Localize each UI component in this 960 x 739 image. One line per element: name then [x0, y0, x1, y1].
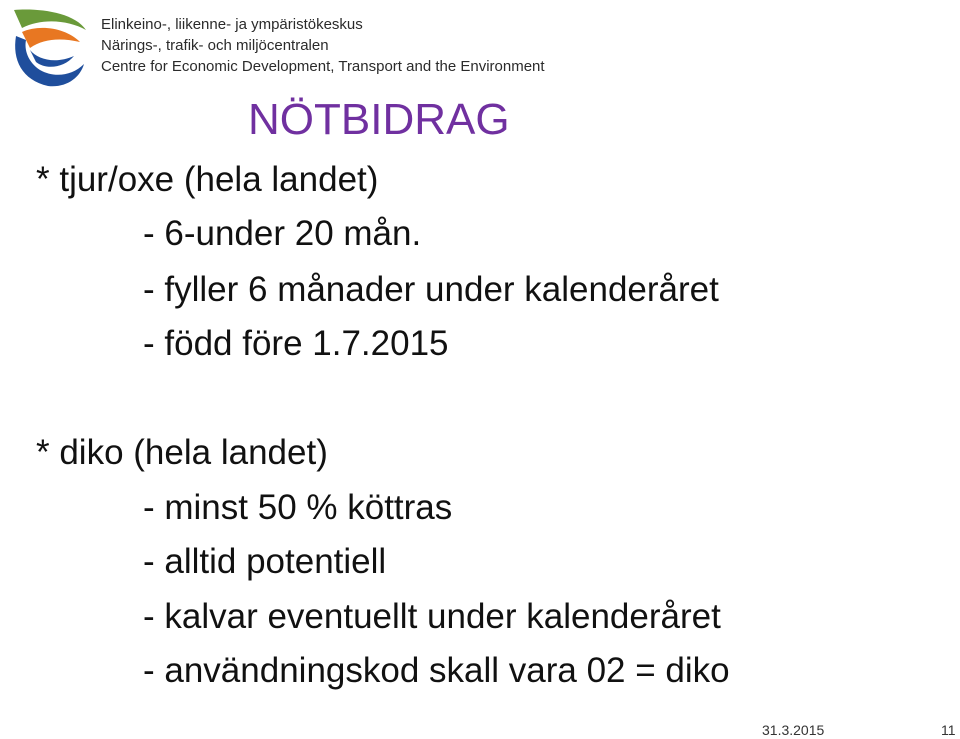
ely-centre-logo-icon: [8, 6, 90, 88]
organization-name: [101, 14, 545, 77]
slide-title: NÖTBIDRAG: [248, 95, 510, 144]
cow-item: - minst 50 % köttras: [143, 488, 453, 527]
bull-item: - 6-under 20 mån.: [143, 214, 422, 253]
org-name-finnish: Elinkeino-, liikenne- ja ympäristökeskus: [101, 16, 363, 33]
org-name-swedish: Närings-, trafik- och miljöcentralen: [101, 37, 329, 54]
bull-heading: * tjur/oxe (hela landet): [36, 160, 379, 199]
cow-item: - användningskod skall vara 02 = diko: [143, 651, 730, 690]
bull-item: - fyller 6 månader under kalenderåret: [143, 270, 719, 309]
bull-item: - född före 1.7.2015: [143, 324, 449, 363]
page-number: 11: [941, 722, 956, 738]
footer-date: 31.3.2015: [762, 722, 825, 738]
cow-item: - alltid potentiell: [143, 542, 387, 581]
org-name-english: Centre for Economic Development, Transport and the Environment: [101, 58, 545, 75]
cow-heading: * diko (hela landet): [36, 433, 328, 472]
cow-item: - kalvar eventuellt under kalenderåret: [143, 597, 721, 636]
